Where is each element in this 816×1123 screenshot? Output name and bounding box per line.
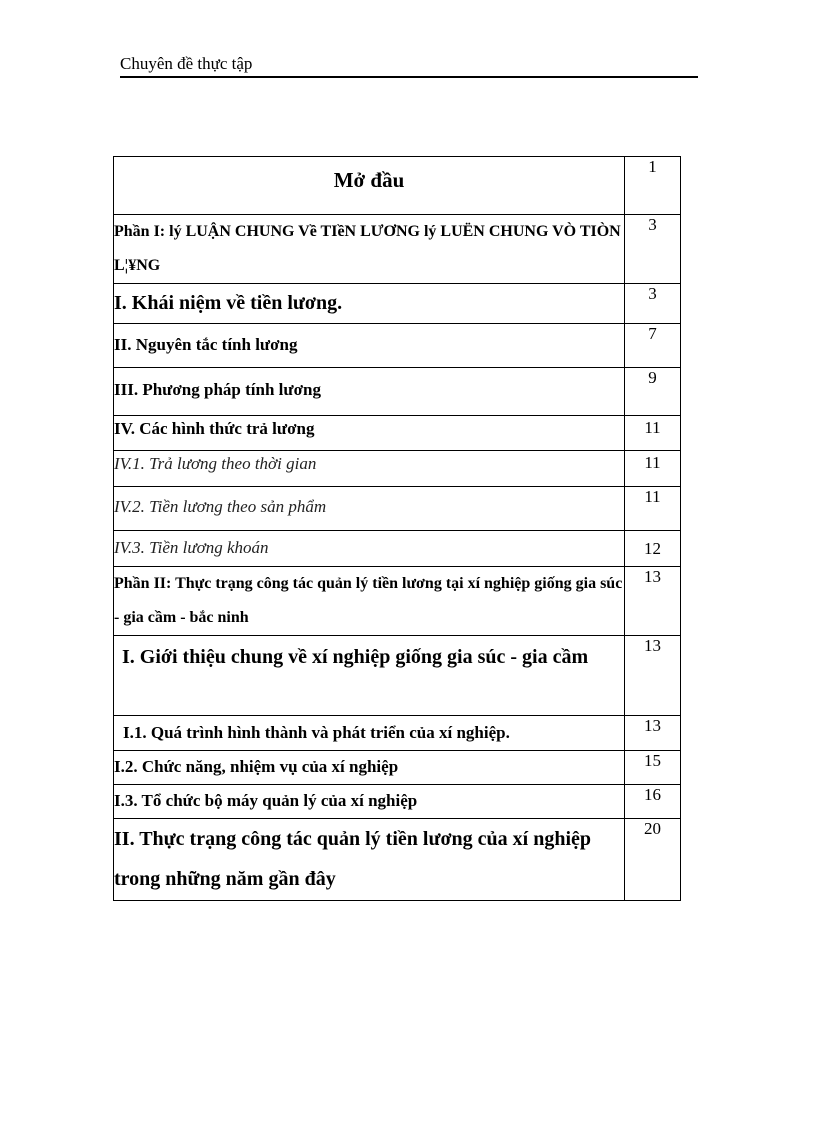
toc-row [114,636,681,716]
toc-title: III. Phương pháp tính lương [114,380,321,399]
header-title: Chuyên đề thực tập [120,54,253,73]
toc-title-cell [114,157,625,215]
toc-page-cell [625,819,681,901]
toc-title: IV.1. Trả lương theo thời gian [114,454,317,473]
toc-page: 3 [648,215,657,234]
toc-title: IV. Các hình thức trả lương [114,419,315,438]
toc-page-cell [625,324,681,368]
toc-page: 13 [644,716,661,735]
toc-title: II. Nguyên tắc tính lương [114,335,298,354]
toc-page-cell [625,636,681,716]
toc-title-cell [114,416,625,451]
toc-page-cell [625,531,681,567]
toc-title: II. Thực trạng công tác quản lý tiền lương của xí nghiệp trong những năm gần đây [114,828,592,890]
toc-page-cell [625,215,681,284]
toc-page-cell [625,368,681,416]
toc-title: I.3. Tổ chức bộ máy quản lý của xí nghiệp [114,791,418,810]
toc-page: 15 [644,751,661,770]
toc-title-cell [114,368,625,416]
toc-page-cell [625,284,681,324]
toc-title: Phần I: lý LUẬN CHUNG Về TIềN LƯƠNG lý LUËN CHUNG VÒ TIÒN L¦¥NG [114,223,621,274]
toc-page-cell [625,751,681,785]
toc-page: 7 [648,324,657,343]
toc-title: Phần II: Thực trạng công tác quản lý tiền lương tại xí nghiệp giống gia súc - gia cầm - bắc ninh [114,575,623,626]
toc-row [114,368,681,416]
toc-page-cell [625,785,681,819]
toc-title-cell [114,324,625,368]
toc-row [114,531,681,567]
table-of-contents [113,156,681,901]
toc-page-cell [625,451,681,487]
toc-row [114,157,681,215]
toc-title-cell [114,716,625,751]
toc-row [114,416,681,451]
toc-page: 11 [644,418,661,437]
toc-row [114,324,681,368]
toc-page: 16 [644,785,661,804]
toc-row [114,215,681,284]
toc-row [114,819,681,901]
toc-title: I. Khái niệm về tiền lương. [114,292,343,314]
toc-page-cell [625,157,681,215]
toc-page-cell [625,567,681,636]
toc-page-cell [625,487,681,531]
toc-title-cell [114,751,625,785]
page-header [120,52,698,78]
toc-title-cell [114,487,625,531]
toc-page: 13 [644,636,661,655]
toc-page: 11 [644,453,661,472]
toc-title-cell [114,636,625,716]
toc-page: 12 [644,539,661,558]
toc-row [114,284,681,324]
toc-title: Mở đầu [333,168,405,192]
toc-page-cell [625,716,681,751]
toc-title: IV.3. Tiền lương khoán [114,538,269,557]
toc-page-cell [625,416,681,451]
toc-title: I.2. Chức năng, nhiệm vụ của xí nghiệp [114,757,399,776]
toc-title: I.1. Quá trình hình thành và phát triển của xí nghiệp. [123,723,510,742]
toc-page: 3 [648,284,657,303]
toc-title-cell [114,785,625,819]
toc-title-cell [114,819,625,901]
toc-title-cell [114,567,625,636]
toc-page: 9 [648,368,657,387]
toc-page: 11 [644,487,661,506]
toc-title: I. Giới thiệu chung về xí nghiệp giống gia súc - gia cầm [122,646,589,668]
toc-page: 20 [644,819,661,838]
toc-title-cell [114,531,625,567]
toc-row [114,487,681,531]
toc-row [114,451,681,487]
toc-page: 13 [644,567,661,586]
toc-title: IV.2. Tiền lương theo sản phẩm [114,497,327,516]
toc-row [114,751,681,785]
toc-title-cell [114,284,625,324]
toc-row [114,785,681,819]
toc-row [114,716,681,751]
toc-page: 1 [648,157,657,176]
toc-title-cell [114,215,625,284]
toc-title-cell [114,451,625,487]
toc-row [114,567,681,636]
